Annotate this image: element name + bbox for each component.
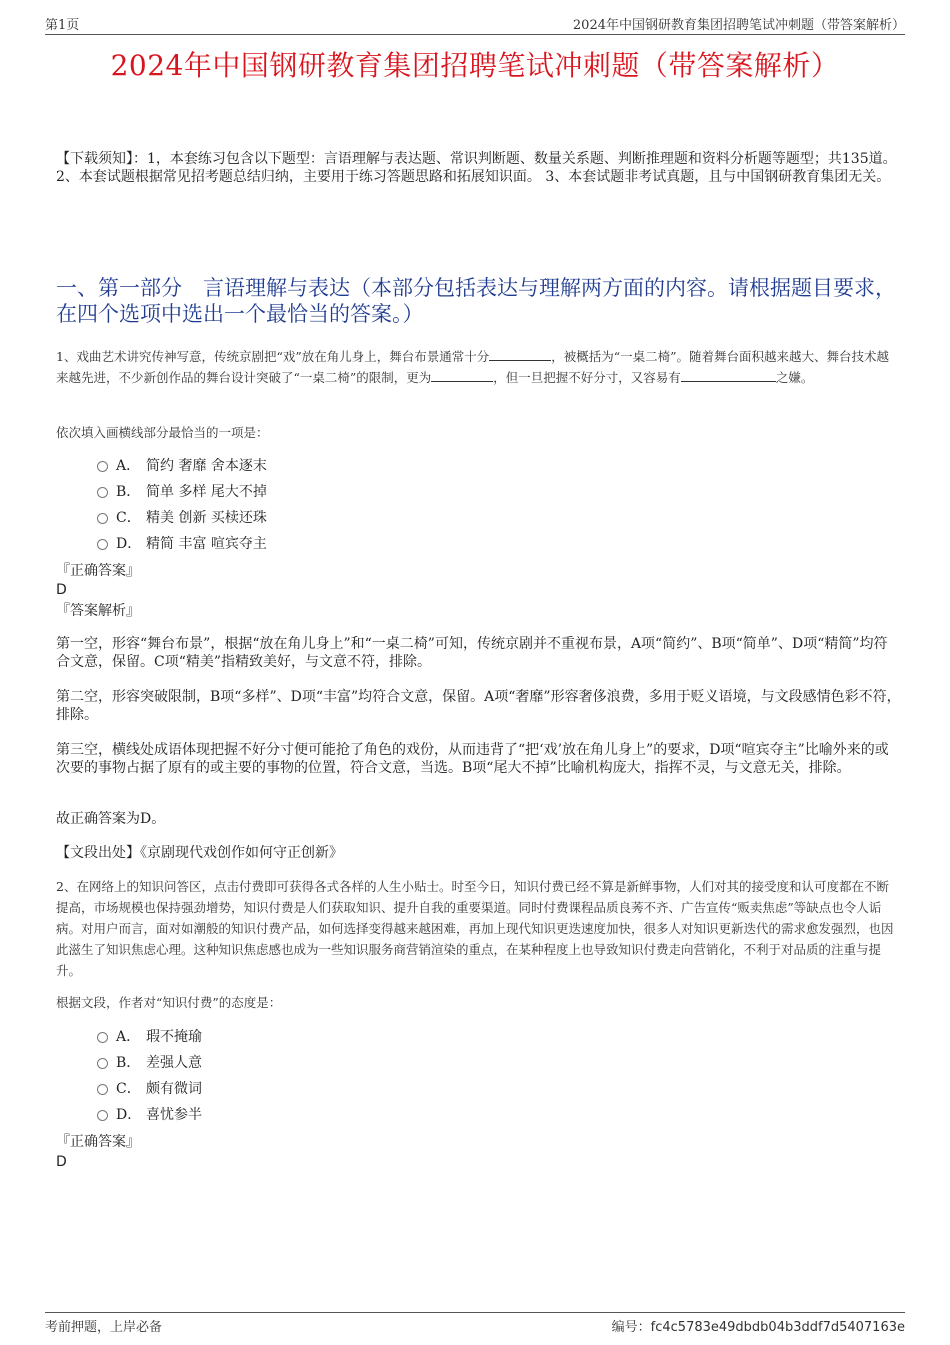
option-text: 差强人意 — [146, 1055, 202, 1071]
blank-3 — [681, 369, 776, 382]
option-letter: A． — [116, 1029, 141, 1045]
header-doc-title: 2024年中国钢研教育集团招聘笔试冲刺题（带答案解析） — [572, 18, 905, 33]
radio-icon[interactable] — [97, 461, 108, 472]
option-text: 精简 丰富 喧宾夺主 — [146, 536, 267, 552]
question-1-option-c[interactable] — [97, 504, 267, 530]
question-1-option-d[interactable] — [97, 530, 267, 556]
option-text: 简约 奢靡 舍本逐末 — [146, 458, 267, 474]
option-letter: B． — [116, 484, 141, 500]
question-2-options — [97, 1023, 202, 1127]
question-1-text-part: 之嫌。 — [775, 370, 814, 385]
radio-icon[interactable] — [97, 1110, 108, 1121]
option-letter: D． — [116, 536, 142, 552]
question-1-text-part: ，但一旦把握不好分寸，又容易有 — [493, 370, 681, 385]
radio-icon[interactable] — [97, 1032, 108, 1043]
question-1-answer-label: 『正确答案』 — [56, 563, 140, 579]
question-2-answer-label: 『正确答案』 — [56, 1134, 140, 1150]
radio-icon[interactable] — [97, 513, 108, 524]
option-text: 颇有微词 — [146, 1081, 202, 1097]
question-1-analysis-label: 『答案解析』 — [56, 603, 140, 619]
question-2-answer: D — [56, 1154, 67, 1170]
option-letter: B． — [116, 1055, 141, 1071]
option-letter: A． — [116, 458, 141, 474]
blank-1 — [489, 348, 551, 361]
option-letter: C． — [116, 1081, 141, 1097]
radio-icon[interactable] — [97, 1058, 108, 1069]
question-1-text-part: 1、戏曲艺术讲究传神写意，传统京剧把“戏”放在角儿身上，舞台布景通常十分 — [56, 349, 490, 364]
question-1-option-b[interactable] — [97, 478, 267, 504]
blank-2 — [431, 369, 493, 382]
radio-icon[interactable] — [97, 487, 108, 498]
option-letter: C． — [116, 510, 141, 526]
option-text: 精美 创新 买椟还珠 — [146, 510, 267, 526]
question-1-options — [97, 452, 267, 556]
page-header — [45, 14, 905, 35]
question-2-option-d[interactable] — [97, 1101, 202, 1127]
analysis-conclusion: 故正确答案为D。 — [56, 811, 166, 827]
question-2-option-b[interactable] — [97, 1049, 202, 1075]
question-1-prompt: 依次填入画横线部分最恰当的一项是： — [56, 425, 269, 440]
question-2-option-c[interactable] — [97, 1075, 202, 1101]
code-label: 编号： — [611, 1320, 651, 1335]
footer-slogan: 考前押题，上岸必备 — [45, 1320, 163, 1335]
question-2-prompt: 根据文段，作者对“知识付费”的态度是： — [56, 995, 282, 1010]
analysis-paragraph: 第二空，形容突破限制，B项“多样”、D项“丰富”均符合文意，保留。A项“奢靡”形容奢侈浪费，多用于贬义语境，与文段感情色彩不符，排除。 — [56, 689, 901, 723]
question-1-text-part: ，被概括为“一桌二椅”。随着舞台面积越来越大、舞台技术越来越先进，不少新创作品的舞台设计突破了“一桌二椅”的限制，更为 — [56, 349, 890, 385]
option-text: 瑕不掩瑜 — [146, 1029, 202, 1045]
question-2-text: 2、在网络上的知识问答区，点击付费即可获得各式各样的人生小贴士。时至今日，知识付费已经不算是新鲜事物，人们对其的接受度和认可度都在不断提高，市场规模也保持强劲增势，知识付费是人们获取知识、提升自我的重要渠道。同时付费课程品质良莠不齐、广告宣传“贩卖焦虑”等缺点也令人诟病。对用户而言，面对如潮般的知识付费产品，如何选择变得越来越困难，再加上现代知识更迭速度加快，很多人对知识更新迭代的需求愈发强烈，也因此滋生了知识焦虑心理。这种知识焦虑感也成为一些知识服务商营销渲染的重点，在某种程度上也导致知识付费走向营销化，不利于对品质的注重与提升。 — [56, 879, 894, 978]
option-text: 喜忧参半 — [146, 1107, 202, 1123]
option-letter: D． — [116, 1107, 142, 1123]
option-text: 简单 多样 尾大不掉 — [146, 484, 267, 500]
page-number: 第1页 — [45, 18, 80, 33]
code-value: fc4c5783e49dbdb04b3ddf7d5407163e — [650, 1320, 905, 1335]
document-code — [612, 1316, 905, 1335]
question-1-option-a[interactable] — [97, 452, 267, 478]
section-heading: 一、第一部分 言语理解与表达（本部分包括表达与理解两方面的内容。请根据题目要求，在四个选项中选出一个最恰当的答案。） — [56, 276, 896, 326]
analysis-paragraph: 第一空，形容“舞台布景”，根据“放在角儿身上”和“一桌二椅”可知，传统京剧并不重视布景，A项“简约”、B项“简单”、D项“精简”均符合文意，保留。C项“精美”指精致美好，与文意不符，排除。 — [56, 636, 888, 670]
question-2-option-a[interactable] — [97, 1023, 202, 1049]
question-1-text — [56, 346, 901, 388]
question-1-source: 【文段出处】《京剧现代戏创作如何守正创新》 — [56, 845, 343, 861]
radio-icon[interactable] — [97, 1084, 108, 1095]
analysis-paragraph: 第三空，横线处成语体现把握不好分寸便可能抢了角色的戏份，从而违背了“把‘戏’放在角儿身上”的要求，D项“喧宾夺主”比喻外来的或次要的事物占据了原有的或主要的事物的位置，符合文意，当选。B项“尾大不掉”比喻机构庞大，指挥不灵，与文意无关，排除。 — [56, 742, 889, 776]
page-footer — [45, 1312, 905, 1333]
question-1-answer: D — [56, 582, 67, 598]
radio-icon[interactable] — [97, 539, 108, 550]
download-notice: 【下载须知】：1，本套练习包含以下题型：言语理解与表达题、常识判断题、数量关系题、判断推理题和资料分析题等题型；共135道。 2、本套试题根据常见招考题总结归纳，主要用于练习答题思路和拓展知识面。 3、本套试题非考试真题，且与中国钢研教育集团无关。 — [56, 151, 897, 185]
document-title: 2024年中国钢研教育集团招聘笔试冲刺题（带答案解析） — [110, 49, 840, 82]
